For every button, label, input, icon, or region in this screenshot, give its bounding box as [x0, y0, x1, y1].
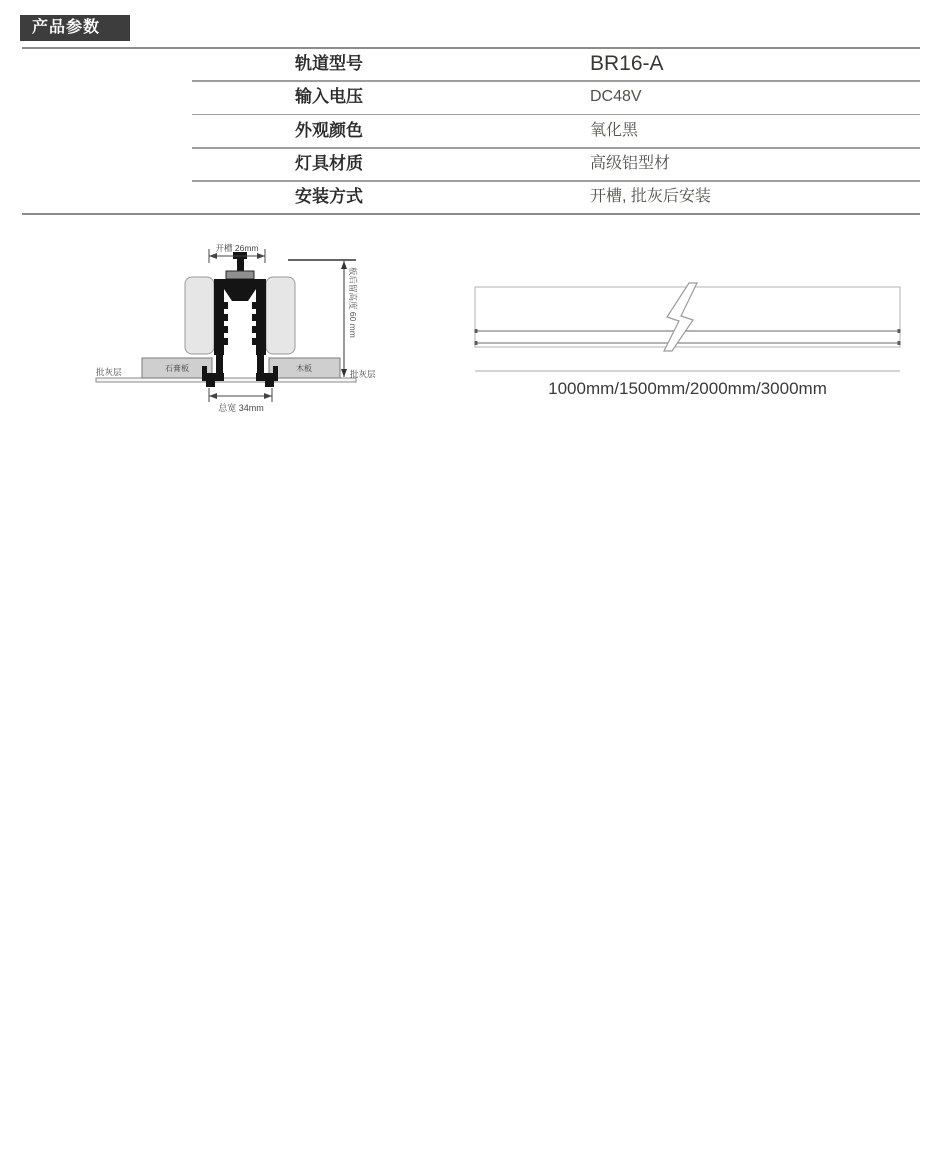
spec-value: 氧化黑	[590, 121, 639, 139]
spec-row-material	[0, 147, 930, 180]
section-title-badge: 产品参数	[20, 15, 130, 41]
track-lengths-label: 1000mm/1500mm/2000mm/3000mm	[548, 379, 827, 398]
dim-arrow-down	[341, 369, 347, 377]
spec-row-model	[0, 47, 930, 80]
slot-width-label: 开槽 26mm	[215, 243, 259, 253]
total-width-label: 总宽 34mm	[218, 403, 264, 413]
spec-row-voltage	[0, 80, 930, 113]
rear-height-label: 板后留高度 60 mm	[348, 267, 358, 338]
cross-section-diagram	[85, 240, 390, 420]
dim-arrow-up	[341, 261, 347, 269]
spec-label: 灯具材质	[295, 154, 363, 173]
spec-value: 高级铝型材	[590, 155, 671, 172]
gypsum-board-label: 石膏板	[165, 364, 189, 373]
spec-value: DC48V	[590, 88, 642, 106]
spec-label: 外观颜色	[295, 120, 363, 140]
track-length-diagram	[455, 278, 925, 378]
table-bottom-border	[22, 213, 920, 215]
spec-label: 轨道型号	[295, 54, 363, 73]
plaster-left-label: 批灰层	[96, 367, 122, 377]
spec-value: 开槽, 批灰后安装	[590, 188, 711, 206]
spec-row-color	[0, 114, 930, 147]
spec-label: 输入电压	[295, 87, 363, 107]
mounting-block-left	[185, 277, 214, 354]
wood-board-label: 木板	[296, 364, 312, 373]
spec-value: BR16-A	[590, 52, 664, 75]
dim-arrow-right	[264, 393, 272, 399]
dim-arrow-right	[257, 253, 265, 259]
spec-row-install	[0, 180, 930, 213]
total-width-dimension	[209, 388, 272, 402]
mounting-block-right	[266, 277, 295, 354]
dim-arrow-left	[209, 393, 217, 399]
plaster-layer-strip	[96, 378, 356, 382]
spec-label: 安装方式	[295, 187, 363, 207]
dim-arrow-left	[209, 253, 217, 259]
plaster-right-label: 批灰层	[350, 369, 376, 379]
